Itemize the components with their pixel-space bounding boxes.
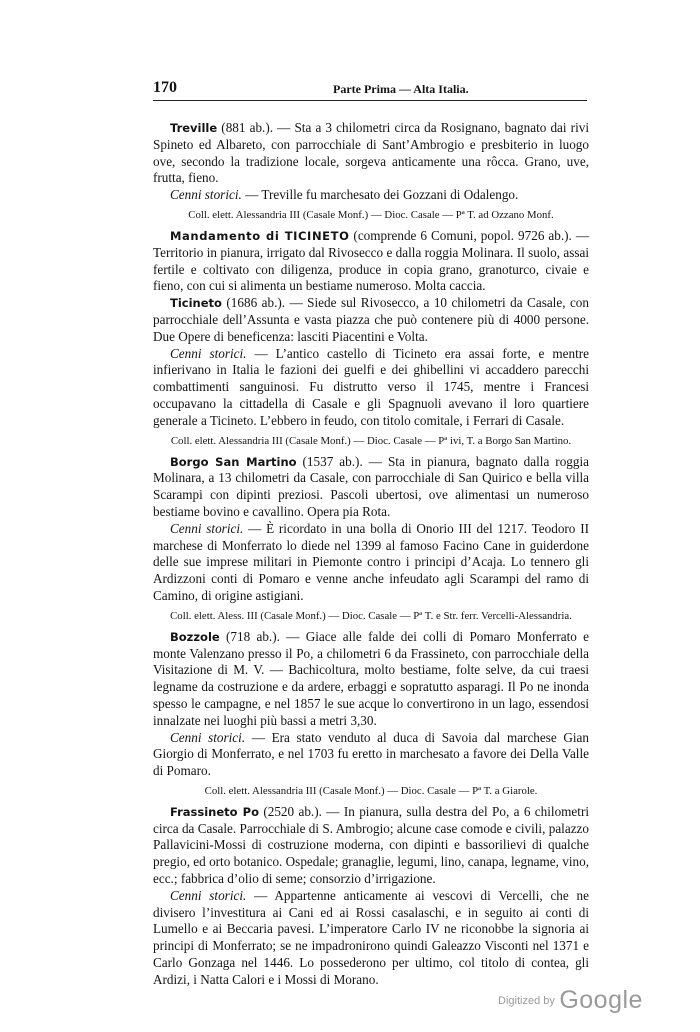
entry-history	[153, 346, 589, 430]
entry-name: Mandamento di TICINETO	[170, 228, 350, 243]
history-text: — L’antico castello di Ticineto era assai forte, e mentre infierivano in Italia le fazioni dei guelfi e dei ghibellini vi accaddero parecchi combattimenti sanguinosi. Fu distrutto verso il 1745, mentre i Francesi occupavano la cittadella di Casale e gli Spagnuoli avevano il loro quartiere generale a Ticineto. L’ebbero in feudo, con titolo comitale, i Ferrari di Casale.	[153, 345, 589, 428]
entry-mandamento-ticineto	[153, 228, 589, 295]
entry-history	[153, 888, 589, 989]
page-body	[153, 120, 589, 989]
running-head: Parte Prima — Alta Italia.	[333, 82, 469, 96]
history-text: — Appartenne anticamente ai vescovi di Vercelli, che ne divisero l’investitura ai Cani ed ai Rossi casalaschi, e in seguito ai conti di Lumello e ai Beccaria pavesi. L’imperatore Carlo IV ne riconobbe la signoria ai principi di Monferrato; se ne impadronirono quindi Galeazzo Visconti nel 1371 e Carlo Gonzaga nel 1446. Lo possederono per ultimo, col titolo di contea, gli Ardizi, i Natta Calori e i Mossi di Morano.	[153, 887, 589, 987]
entry-frassineto-po	[153, 804, 589, 888]
history-label: Cenni storici.	[170, 345, 247, 361]
history-label: Cenni storici.	[170, 729, 246, 745]
entry-name: Ticineto	[170, 296, 222, 311]
entry-name: Frassineto Po	[170, 804, 259, 819]
history-text: — Era stato venduto al duca di Savoia dal marchese Gian Giorgio di Monferrato, e nel 1703 fu eretto in marchesato a favore dei Della Valle di Pomaro.	[153, 729, 589, 779]
history-text: — Treville fu marchesato dei Gozzani di Odalengo.	[241, 187, 519, 203]
entry-name: Treville	[170, 121, 218, 135]
electoral-note: Coll. elett. Aless. III (Casale Monf.) — Dioc. Casale — Pª T. e Str. ferr. Vercelli-Alessandria.	[170, 609, 572, 622]
entry-name: Bozzole	[170, 629, 220, 644]
entry-text: (1686 ab.). — Siede sul Rivosecco, a 10 chilometri da Casale, con parrocchiale dell’Assunta e vasta piazza che può contenere più di 4000 persone. Due Opere di beneficenza: lasciti Piacentini e Volta.	[153, 295, 589, 344]
page-header	[153, 79, 587, 101]
digitized-by-watermark	[498, 986, 643, 1015]
entry-borgo-san-martino	[153, 454, 589, 521]
entry-text: (comprende 6 Comuni, popol. 9726 ab.). — Territorio in pianura, irrigato dal Rivosecco e dalla roggia Molinara. Il suolo, assai fertile e coltivato con diligenza, produce in copia grano, granoturco, civaie e fieno, con cui si alimenta un bestiame numeroso. Molta caccia.	[153, 227, 590, 294]
electoral-note: Coll. elett. Alessandria III (Casale Monf.) — Dioc. Casale — Pª T. ad Ozzano Monf.	[188, 208, 554, 221]
electoral-note: Coll. elett. Alessandria III (Casale Monf.) — Dioc. Casale — Pª T. a Giarole.	[204, 784, 538, 797]
history-label: Cenni storici.	[170, 187, 242, 203]
google-logo: Google	[559, 986, 643, 1014]
history-label: Cenni storici.	[170, 520, 244, 536]
history-label: Cenni storici.	[170, 887, 247, 903]
history-text: — È ricordato in una bolla di Onorio III del 1217. Teodoro II marchese di Monferrato lo diede nel 1399 al famoso Facino Cane in guiderdone delle sue imprese militari in Piemonte contro i principi d’Acaja. Lo tennero gli Ardizzoni conti di Pomaro e venne anche infeudato agli Scarampi del ramo di Camino, di origine astigiani.	[153, 520, 589, 603]
digitized-by-label: Digitized by	[498, 995, 555, 1007]
entry-name: Borgo San Martino	[170, 454, 297, 469]
electoral-note: Coll. elett. Alessandria III (Casale Monf.) — Dioc. Casale — Pª ivi, T. a Borgo San Martino.	[170, 434, 572, 447]
entry-text: (881 ab.). — Sta a 3 chilometri circa da Rosignano, bagnato dai rivi Spineto ed Albareto, con parrocchiale di Sant’Ambrogio e presbiterio in luogo ove, secondo la tradizione locale, sorgeva anticamente una rôcca. Grano, uve, frutta, fieno.	[153, 120, 589, 186]
entry-history	[153, 730, 589, 780]
entry-text: (1537 ab.). — Sta in pianura, bagnato dalla roggia Molinara, a 13 chilometri da Casale, con parrocchiale di San Quirico e bella villa Scarampi con dipinti preziosi. Pascoli ubertosi, ove alimentasi un numeroso bestiame bovino e cavallino. Opera pia Rota.	[153, 453, 589, 519]
entry-text: (718 ab.). — Giace alle falde dei colli di Pomaro Monferrato e monte Valenzano presso il Po, a chilometri 6 da Frassineto, con parrocchiale della Visitazione di M. V. — Bachicoltura, molto bestiame, folte selve, da cui traesi legname da costruzione e da ardere, erbaggi e sopratutto asparagi. Il Po ne inonda spesso le campagne, e nel 1857 le sue acque lo convertirono in un lago, essendosi innalzate nei luoghi più bassi a metri 3,30.	[153, 628, 589, 728]
entry-history	[153, 187, 589, 204]
entry-text: (2520 ab.). — In pianura, sulla destra del Po, a 6 chilometri circa da Casale. Parrocchiale di S. Ambrogio; alcune case comode e civili, palazzo Pallavicini-Mossi di costruzione moderna, con dipinti e bassorilievi di qualche pregio, ed orto botanico. Ospedale; granaglie, legumi, lino, canapa, legname, vino, ecc.; fabbrica d’olio di seme; consorzio d’irrigazione.	[153, 803, 590, 887]
page-number: 170	[153, 79, 177, 96]
entry-bozzole	[153, 629, 589, 730]
entry-history	[153, 521, 589, 605]
entry-treville	[153, 120, 589, 187]
entry-ticineto	[153, 295, 589, 345]
